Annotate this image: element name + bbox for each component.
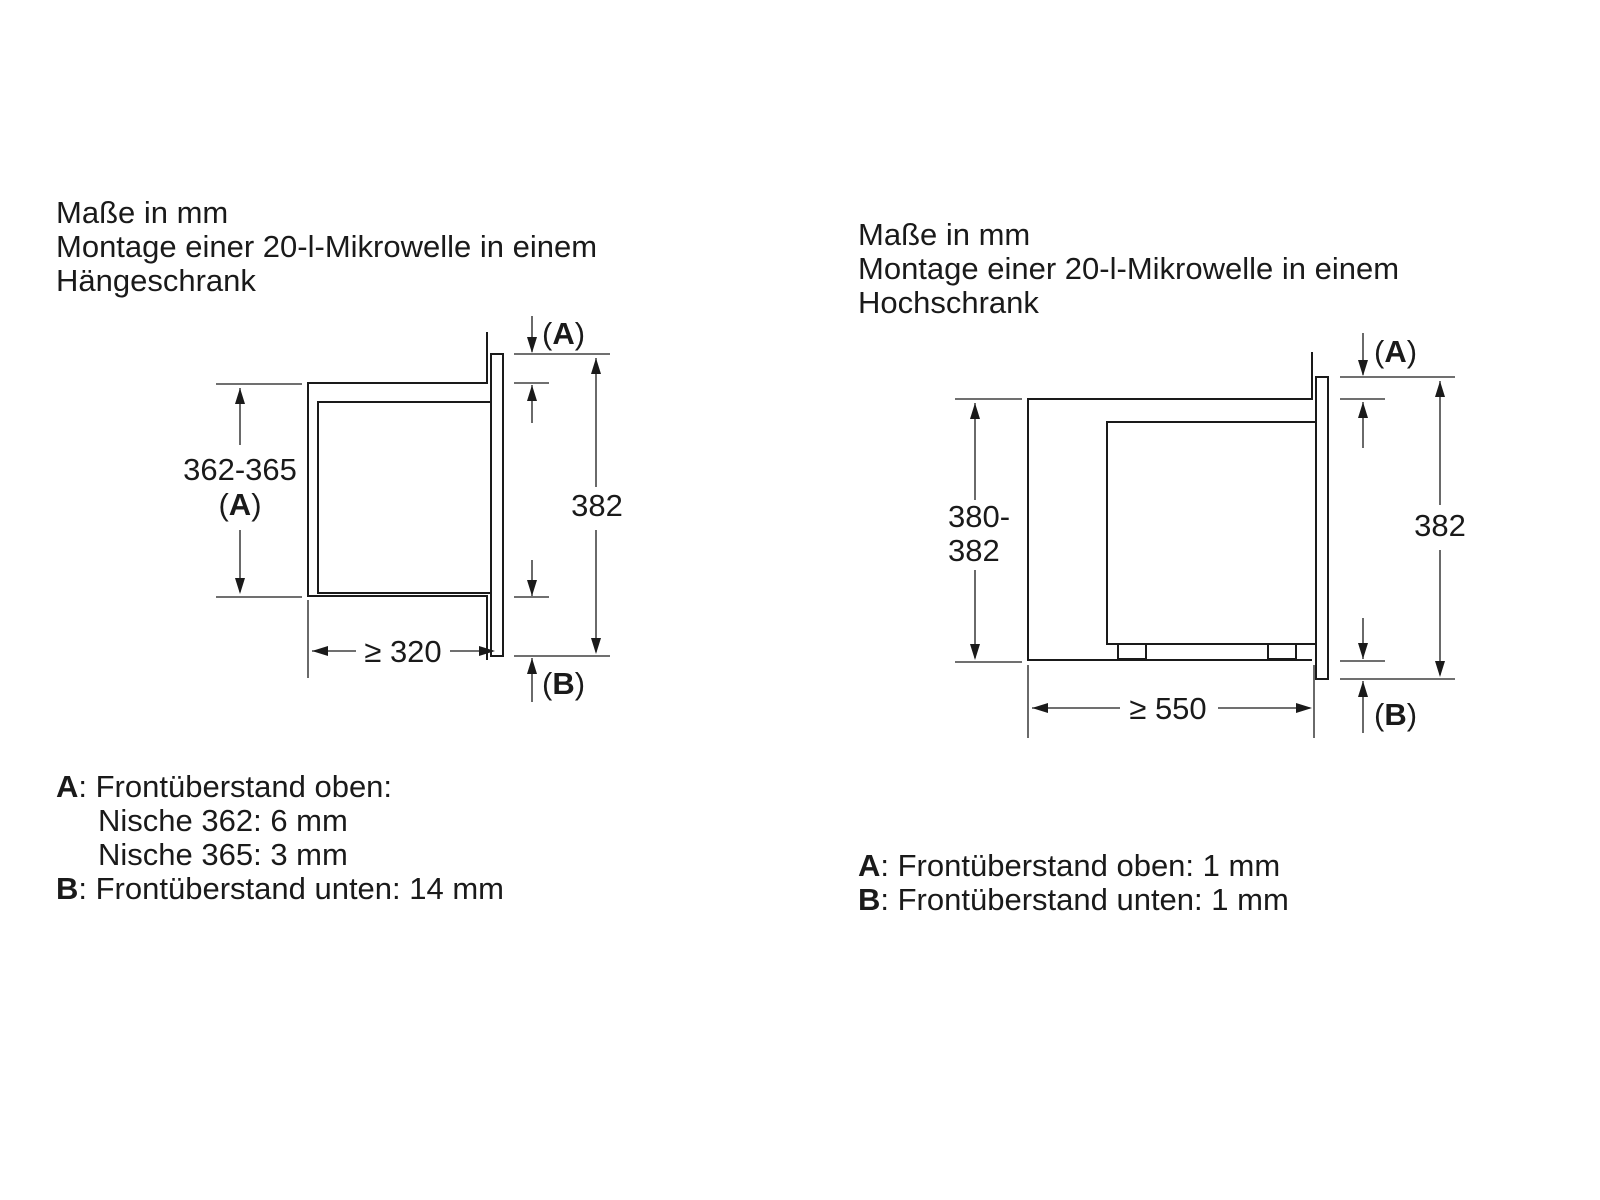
niche-height-label-line2: 382 — [948, 533, 1000, 568]
niche-height-note: (A) — [218, 487, 262, 522]
overhang-ticks — [514, 316, 549, 702]
left-header-cabinet-type: Hängeschrank — [56, 263, 256, 298]
microwave-foot-right — [1268, 644, 1296, 659]
microwave-foot-left — [1118, 644, 1146, 659]
cabinet-niche-outline — [308, 332, 487, 660]
note-a-niche-365: Nische 365: 3 mm — [98, 837, 348, 872]
depth-label: ≥ 550 — [1129, 691, 1207, 726]
note-b — [56, 872, 504, 906]
note-b — [858, 883, 1289, 917]
front-height-label: 382 — [1414, 508, 1466, 543]
depth-label: ≥ 320 — [364, 634, 442, 669]
right-header-cabinet-type: Hochschrank — [858, 285, 1039, 320]
note-a-text: : Frontüberstand oben: 1 mm — [880, 848, 1281, 883]
front-height-label: 382 — [571, 488, 623, 523]
overhang-top-label: (A) — [542, 316, 586, 351]
note-a-text: : Frontüberstand oben: — [78, 769, 393, 804]
note-a-niche-362: Nische 362: 6 mm — [98, 803, 348, 838]
overhang-bottom-label: (B) — [542, 666, 586, 701]
cabinet-niche-outline — [1028, 352, 1312, 660]
niche-height-label: 362-365 — [183, 452, 297, 487]
overhang-bottom-label: (B) — [1374, 697, 1418, 732]
note-b-text: : Frontüberstand unten: 14 mm — [78, 871, 505, 906]
microwave-front-panel — [491, 354, 503, 656]
left-notes — [56, 770, 504, 906]
note-a — [56, 770, 504, 804]
note-a — [858, 849, 1289, 883]
right-header-units: Maße in mm — [858, 217, 1031, 252]
overhang-ticks — [1340, 333, 1385, 733]
note-a-key: A — [858, 848, 881, 883]
overhang-top-label: (A) — [1374, 334, 1418, 369]
microwave-front-panel — [1316, 377, 1328, 679]
note-b-key: B — [56, 871, 79, 906]
note-b-text: : Frontüberstand unten: 1 mm — [880, 882, 1289, 917]
microwave-body — [1107, 422, 1316, 644]
right-header-title: Montage einer 20-l-Mikrowelle in einem — [858, 251, 1400, 286]
microwave-body — [318, 402, 491, 593]
niche-height-label-line1: 380- — [948, 499, 1011, 534]
note-b-key: B — [858, 882, 881, 917]
tall-cabinet-diagram — [800, 0, 1600, 1200]
note-a-key: A — [56, 769, 79, 804]
tall-cabinet-panel — [800, 0, 1600, 1200]
left-header-title: Montage einer 20-l-Mikrowelle in einem — [56, 229, 598, 264]
right-notes — [858, 849, 1289, 917]
left-header-units: Maße in mm — [56, 195, 229, 230]
